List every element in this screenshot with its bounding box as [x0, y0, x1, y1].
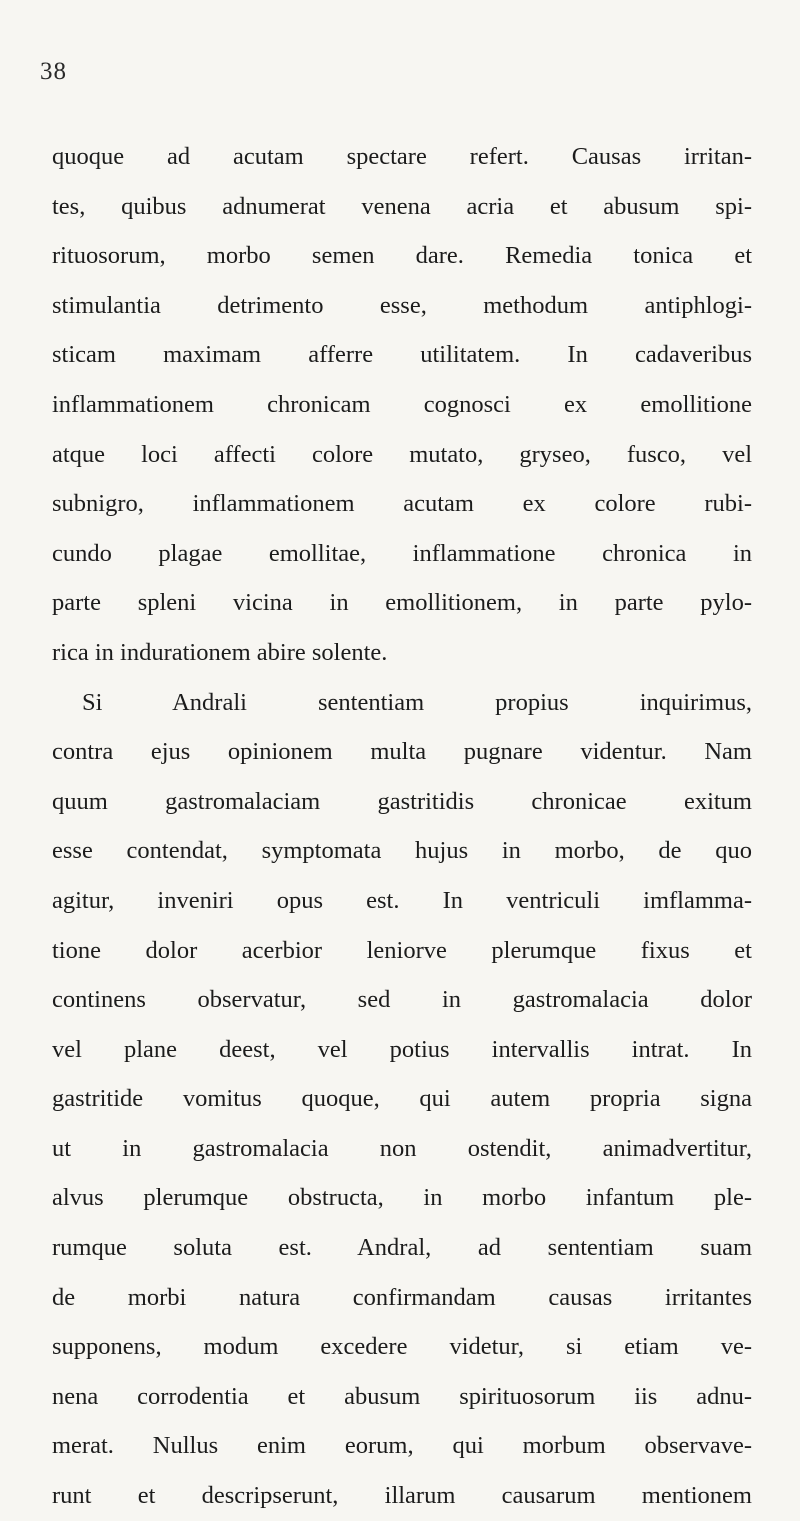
text-line: quoque ad acutam spectare refert. Causas irritan- [52, 143, 752, 170]
text-line: cundo plagae emollitae, inflammatione chronica in [52, 539, 752, 567]
text-line: sticam maximam afferre utilitatem. In cadaveribus [52, 341, 752, 369]
text-line: nena corrodentia et abusum spirituosorum iis adnu- [52, 1382, 752, 1410]
text-line: esse contendat, symptomata hujus in morbo, de quo [52, 837, 752, 865]
paragraph-end-line: rica in indurationem abire solente. [52, 638, 388, 666]
paragraph-start-line: Si Andrali sententiam propius inquirimus, [82, 688, 752, 716]
text-line: subnigro, inflammationem acutam ex colore rubi- [52, 490, 752, 518]
text-line: rumque soluta est. Andral, ad sententiam suam [52, 1234, 752, 1262]
page-number: 38 [40, 58, 67, 85]
body-text [52, 132, 752, 1521]
text-line: tione dolor acerbior leniorve plerumque fixus et [52, 936, 752, 964]
text-line: quum gastromalaciam gastritidis chronicae exitum [52, 787, 752, 815]
text-line: ut in gastromalacia non ostendit, animadvertitur, [52, 1134, 752, 1162]
text-line: de morbi natura confirmandam causas irritantes [52, 1283, 752, 1311]
text-line: inflammationem chronicam cognosci ex emollitione [52, 390, 752, 418]
text-line: stimulantia detrimento esse, methodum antiphlogi- [52, 291, 752, 319]
text-line: parte spleni vicina in emollitionem, in parte pylo- [52, 589, 752, 617]
text-line: contra ejus opinionem multa pugnare videntur. Nam [52, 738, 752, 766]
text-line: agitur, inveniri opus est. In ventriculi imflamma- [52, 886, 752, 914]
text-line: rituosorum, morbo semen dare. Remedia tonica et [52, 242, 752, 270]
text-line: tes, quibus adnumerat venena acria et abusum spi- [52, 192, 752, 220]
text-line: alvus plerumque obstructa, in morbo infantum ple- [52, 1184, 752, 1212]
text-line: supponens, modum excedere videtur, si etiam ve- [52, 1333, 752, 1361]
text-line: atque loci affecti colore mutato, gryseo, fusco, vel [52, 440, 752, 468]
text-line: vel plane deest, vel potius intervallis intrat. In [52, 1035, 752, 1063]
text-line: gastritide vomitus quoque, qui autem propria signa [52, 1085, 752, 1113]
text-line: continens observatur, sed in gastromalacia dolor [52, 986, 752, 1014]
text-line: runt et descripserunt, illarum causarum mentionem [52, 1482, 752, 1510]
text-line: merat. Nullus enim eorum, qui morbum observave- [52, 1432, 752, 1460]
